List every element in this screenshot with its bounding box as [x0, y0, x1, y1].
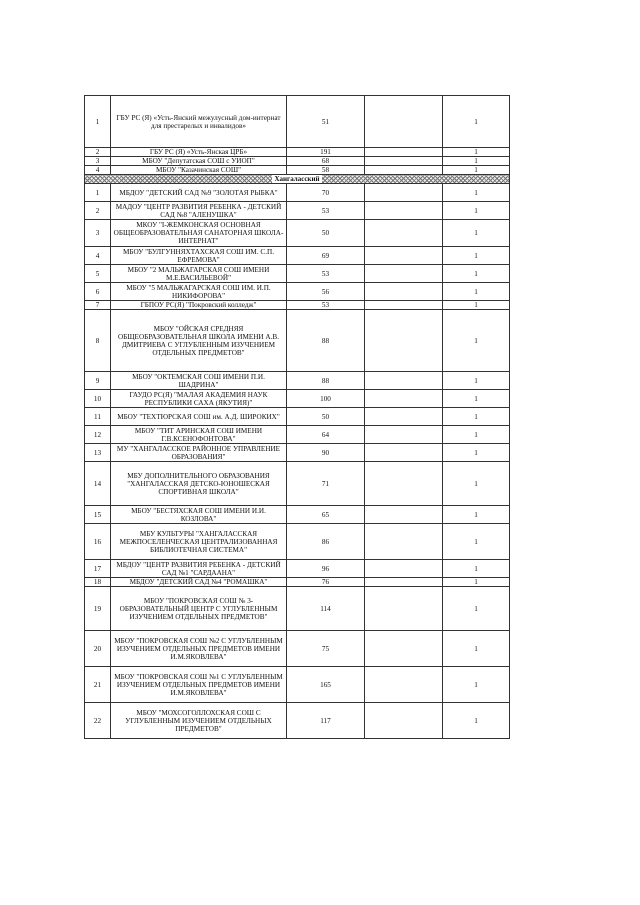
value-cell: 117 — [287, 703, 365, 739]
empty-cell — [365, 148, 443, 157]
rating-cell: 1 — [443, 462, 510, 506]
row-number: 1 — [85, 184, 111, 202]
empty-cell — [365, 157, 443, 166]
table-row — [85, 506, 510, 524]
organization-name: МБОУ "2 МАЛЬЖАГАРСКАЯ СОШ ИМЕНИ М.Е.ВАСИЛЬЕВОЙ" — [111, 265, 287, 283]
table-row — [85, 247, 510, 265]
table-row — [85, 462, 510, 506]
empty-cell — [365, 184, 443, 202]
value-cell: 58 — [287, 166, 365, 175]
table-row — [85, 202, 510, 220]
value-cell: 53 — [287, 301, 365, 310]
organization-name: МБУ КУЛЬТУРЫ "ХАНГАЛАССКАЯ МЕЖПОСЕЛЕНЧЕСКАЯ ЦЕНТРАЛИЗОВАННАЯ БИБЛИОТЕЧНАЯ СИСТЕМА" — [111, 524, 287, 560]
empty-cell — [365, 265, 443, 283]
table-row — [85, 587, 510, 631]
table-row — [85, 372, 510, 390]
row-number: 4 — [85, 247, 111, 265]
empty-cell — [365, 462, 443, 506]
organization-name: МКОУ "I-ЖЕМКОНСКАЯ ОСНОВНАЯ ОБЩЕОБРАЗОВАТЕЛЬНАЯ САНАТОРНАЯ ШКОЛА-ИНТЕРНАТ" — [111, 220, 287, 247]
value-cell: 65 — [287, 506, 365, 524]
value-cell: 50 — [287, 408, 365, 426]
row-number: 2 — [85, 202, 111, 220]
rating-cell: 1 — [443, 283, 510, 301]
row-number: 19 — [85, 587, 111, 631]
rating-cell: 1 — [443, 220, 510, 247]
value-cell: 96 — [287, 560, 365, 578]
table-row — [85, 301, 510, 310]
row-number: 8 — [85, 310, 111, 372]
rating-cell: 1 — [443, 444, 510, 462]
rating-cell: 1 — [443, 667, 510, 703]
value-cell: 68 — [287, 157, 365, 166]
table-row — [85, 703, 510, 739]
rating-cell: 1 — [443, 408, 510, 426]
rating-cell: 1 — [443, 426, 510, 444]
rating-cell: 1 — [443, 157, 510, 166]
organization-name: ГАУДО РС(Я) "МАЛАЯ АКАДЕМИЯ НАУК РЕСПУБЛИКИ САХА (ЯКУТИЯ)" — [111, 390, 287, 408]
organization-name: МБОУ "ТИТ АРИНСКАЯ СОШ ИМЕНИ Г.В.КСЕНОФОНТОВА" — [111, 426, 287, 444]
empty-cell — [365, 524, 443, 560]
row-number: 15 — [85, 506, 111, 524]
empty-cell — [365, 426, 443, 444]
table-row — [85, 631, 510, 667]
table-row — [85, 408, 510, 426]
value-cell: 56 — [287, 283, 365, 301]
table-row — [85, 184, 510, 202]
row-number: 7 — [85, 301, 111, 310]
empty-cell — [365, 310, 443, 372]
row-number: 17 — [85, 560, 111, 578]
empty-cell — [365, 587, 443, 631]
organization-name: МБОУ "ОЙСКАЯ СРЕДНЯЯ ОБЩЕОБРАЗОВАТЕЛЬНАЯ ШКОЛА ИМЕНИ А.В. ДМИТРИЕВА С УГЛУБЛЕННЫМ ИЗУЧЕНИЕМ ОТДЕЛЬНЫХ ПРЕДМЕТОВ" — [111, 310, 287, 372]
organization-name: МАДОУ "ЦЕНТР РАЗВИТИЯ РЕБЕНКА - ДЕТСКИЙ САД №8 "АЛЕНУШКА" — [111, 202, 287, 220]
empty-cell — [365, 283, 443, 301]
rating-cell: 1 — [443, 560, 510, 578]
table-row — [85, 390, 510, 408]
empty-cell — [365, 444, 443, 462]
empty-cell — [365, 408, 443, 426]
value-cell: 191 — [287, 148, 365, 157]
empty-cell — [365, 301, 443, 310]
organization-name: ГБУ РС (Я) «Усть-Янский межулусный дом-интернат для престарелых и инвалидов» — [111, 96, 287, 148]
rating-cell: 1 — [443, 578, 510, 587]
empty-cell — [365, 372, 443, 390]
table-row — [85, 166, 510, 175]
row-number: 20 — [85, 631, 111, 667]
table-row — [85, 157, 510, 166]
rating-cell: 1 — [443, 148, 510, 157]
table-row — [85, 426, 510, 444]
table-row — [85, 148, 510, 157]
value-cell: 50 — [287, 220, 365, 247]
empty-cell — [365, 578, 443, 587]
table-row — [85, 524, 510, 560]
organization-name: МБОУ "Депутатская СОШ с УИОП" — [111, 157, 287, 166]
organization-name: МБДОУ "ЦЕНТР РАЗВИТИЯ РЕБЕНКА - ДЕТСКИЙ САД №1 "САРДААНА" — [111, 560, 287, 578]
organization-name: МБОУ "МОХСОГОЛЛОХСКАЯ СОШ С УГЛУБЛЕННЫМ ИЗУЧЕНИЕМ ОТДЕЛЬНЫХ ПРЕДМЕТОВ" — [111, 703, 287, 739]
rating-cell: 1 — [443, 265, 510, 283]
value-cell: 70 — [287, 184, 365, 202]
rating-cell: 1 — [443, 506, 510, 524]
empty-cell — [365, 166, 443, 175]
value-cell: 76 — [287, 578, 365, 587]
table-row — [85, 667, 510, 703]
row-number: 4 — [85, 166, 111, 175]
organization-name: МБОУ "ТЕХТЮРСКАЯ СОШ им. А.Д. ШИРОКИХ" — [111, 408, 287, 426]
row-number: 12 — [85, 426, 111, 444]
empty-cell — [365, 560, 443, 578]
row-number: 3 — [85, 220, 111, 247]
empty-cell — [365, 202, 443, 220]
rating-cell: 1 — [443, 247, 510, 265]
organization-name: ГБПОУ РС(Я) "Покровский колледж" — [111, 301, 287, 310]
value-cell: 53 — [287, 265, 365, 283]
value-cell: 69 — [287, 247, 365, 265]
row-number: 3 — [85, 157, 111, 166]
organization-name: МБДОУ "ДЕТСКИЙ САД №9 "ЗОЛОТАЯ РЫБКА" — [111, 184, 287, 202]
organization-name: МБОУ "Казачинская СОШ" — [111, 166, 287, 175]
organization-name: МБОУ "ПОКРОВСКАЯ СОШ №2 С УГЛУБЛЕННЫМ ИЗУЧЕНИЕМ ОТДЕЛЬНЫХ ПРЕДМЕТОВ ИМЕНИ И.М.ЯКОВЛЕВА" — [111, 631, 287, 667]
empty-cell — [365, 247, 443, 265]
row-number: 9 — [85, 372, 111, 390]
row-number: 5 — [85, 265, 111, 283]
value-cell: 165 — [287, 667, 365, 703]
row-number: 16 — [85, 524, 111, 560]
row-number: 1 — [85, 96, 111, 148]
table-row — [85, 560, 510, 578]
rating-cell: 1 — [443, 184, 510, 202]
value-cell: 88 — [287, 372, 365, 390]
organization-name: МБОУ "БУЛГУННЯХТАХСКАЯ СОШ ИМ. С.П. ЕФРЕМОВА" — [111, 247, 287, 265]
organization-name: ГБУ РС (Я) «Усть-Янская ЦРБ» — [111, 148, 287, 157]
empty-cell — [365, 96, 443, 148]
value-cell: 71 — [287, 462, 365, 506]
table-row — [85, 444, 510, 462]
rating-cell: 1 — [443, 372, 510, 390]
rating-cell: 1 — [443, 166, 510, 175]
row-number: 13 — [85, 444, 111, 462]
value-cell: 88 — [287, 310, 365, 372]
rating-cell: 1 — [443, 703, 510, 739]
value-cell: 75 — [287, 631, 365, 667]
rating-cell: 1 — [443, 301, 510, 310]
empty-cell — [365, 631, 443, 667]
row-number: 11 — [85, 408, 111, 426]
rating-cell: 1 — [443, 96, 510, 148]
organization-name: МБОУ "БЕСТЯХСКАЯ СОШ ИМЕНИ И.И. КОЗЛОВА" — [111, 506, 287, 524]
rating-cell: 1 — [443, 631, 510, 667]
value-cell: 53 — [287, 202, 365, 220]
table-row — [85, 283, 510, 301]
row-number: 18 — [85, 578, 111, 587]
table-row — [85, 220, 510, 247]
row-number: 2 — [85, 148, 111, 157]
empty-cell — [365, 390, 443, 408]
value-cell: 86 — [287, 524, 365, 560]
empty-cell — [365, 703, 443, 739]
row-number: 14 — [85, 462, 111, 506]
organization-name: МБОУ "ПОКРОВСКАЯ СОШ №1 С УГЛУБЛЕННЫМ ИЗУЧЕНИЕМ ОТДЕЛЬНЫХ ПРЕДМЕТОВ ИМЕНИ И.М.ЯКОВЛЕВА" — [111, 667, 287, 703]
value-cell: 51 — [287, 96, 365, 148]
table-body — [85, 96, 510, 739]
row-number: 22 — [85, 703, 111, 739]
organization-name: МБОУ "ПОКРОВСКАЯ СОШ № 3- ОБРАЗОВАТЕЛЬНЫЙ ЦЕНТР С УГЛУБЛЕННЫМ ИЗУЧЕНИЕМ ОТДЕЛЬНЫХ ПРЕДМЕТОВ" — [111, 587, 287, 631]
value-cell: 114 — [287, 587, 365, 631]
row-number: 6 — [85, 283, 111, 301]
row-number: 10 — [85, 390, 111, 408]
rating-cell: 1 — [443, 202, 510, 220]
rating-cell: 1 — [443, 524, 510, 560]
empty-cell — [365, 506, 443, 524]
empty-cell — [365, 667, 443, 703]
section-header-row — [85, 175, 510, 184]
rating-cell: 1 — [443, 587, 510, 631]
table-row — [85, 265, 510, 283]
organization-name: МБДОУ "ДЕТСКИЙ САД №4 "РОМАШКА" — [111, 578, 287, 587]
organizations-table — [84, 95, 510, 739]
organization-name: МБУ ДОПОЛНИТЕЛЬНОГО ОБРАЗОВАНИЯ "ХАНГАЛАССКАЯ ДЕТСКО-ЮНОШЕСКАЯ СПОРТИВНАЯ ШКОЛА" — [111, 462, 287, 506]
value-cell: 64 — [287, 426, 365, 444]
empty-cell — [365, 220, 443, 247]
table-row — [85, 310, 510, 372]
value-cell: 100 — [287, 390, 365, 408]
organization-name: МБОУ "ОКТЕМСКАЯ СОШ ИМЕНИ П.И. ШАДРИНА" — [111, 372, 287, 390]
table-row — [85, 96, 510, 148]
table-row — [85, 578, 510, 587]
organization-name: МУ "ХАНГАЛАССКОЕ РАЙОННОЕ УПРАВЛЕНИЕ ОБРАЗОВАНИЯ" — [111, 444, 287, 462]
row-number: 21 — [85, 667, 111, 703]
organization-name: МБОУ "5 МАЛЬЖАГАРСКАЯ СОШ ИМ. И.П. НИКИФОРОВА" — [111, 283, 287, 301]
section-title: Хангаласский — [274, 175, 320, 183]
rating-cell: 1 — [443, 310, 510, 372]
value-cell: 90 — [287, 444, 365, 462]
rating-cell: 1 — [443, 390, 510, 408]
